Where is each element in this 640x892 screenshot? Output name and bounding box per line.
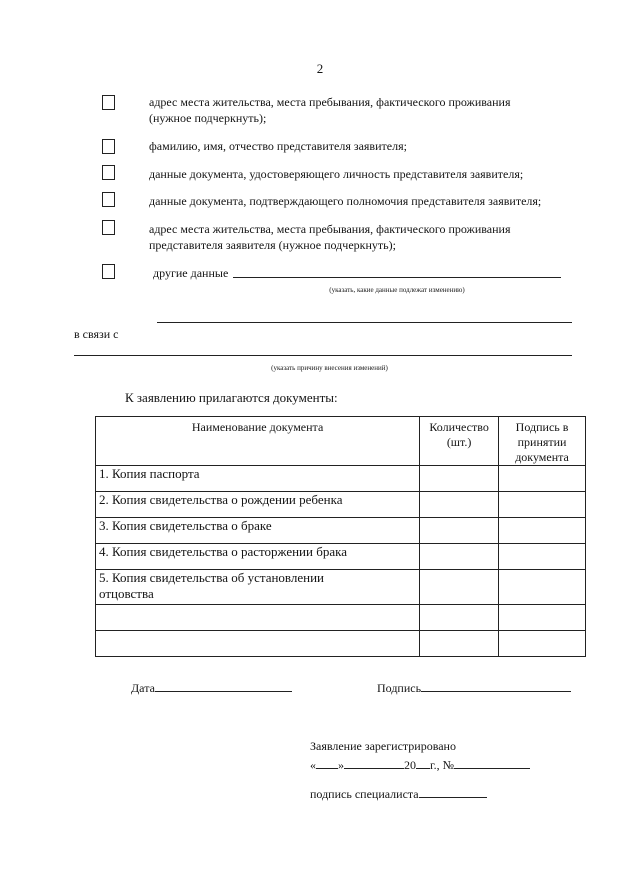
year-suffix: г., № [430,758,455,772]
attachments-intro: К заявлению прилагаются документы: [125,390,338,405]
table-row [96,605,586,631]
doc-name-cell[interactable] [96,605,420,631]
option-rep-authority-checkbox[interactable] [102,192,115,207]
option-rep-address-checkbox[interactable] [102,220,115,235]
doc-name-cell: 5. Копия свидетельства об установлении отцовства [96,570,420,605]
doc-name-cell: 4. Копия свидетельства о расторжении брака [96,544,420,570]
header-quantity: Количество (шт.) [420,417,499,466]
reg-year-field[interactable] [416,756,430,769]
qty-cell[interactable] [420,518,499,544]
option-rep-name-checkbox[interactable] [102,139,115,154]
registered-label: Заявление зарегистрировано [310,739,456,753]
header-document-name: Наименование документа [96,417,420,466]
table-row [96,466,586,492]
option-rep-name-text: фамилию, имя, отчество представителя заявителя; [149,139,407,153]
qty-cell[interactable] [420,570,499,605]
reason-label: в связи с [74,327,119,341]
reason-hint: (указать причину внесения изменений) [271,364,388,372]
table-row [96,492,586,518]
reason-field-line-2[interactable] [74,355,572,356]
signature-cell[interactable] [499,518,586,544]
option-rep-authority-text: данные документа, подтверждающего полномочия представителя заявителя; [149,194,542,208]
qty-cell[interactable] [420,544,499,570]
signature-cell[interactable] [499,466,586,492]
table-row [96,570,586,605]
signature-row [377,679,571,696]
qty-cell[interactable] [420,492,499,518]
other-data-label: другие данные [153,266,229,280]
year-prefix: 20 [404,758,416,772]
doc-name-cell: 3. Копия свидетельства о браке [96,518,420,544]
open-quote: « [310,758,316,772]
table-row [96,518,586,544]
option-rep-id-checkbox[interactable] [102,165,115,180]
signature-cell[interactable] [499,605,586,631]
date-label: Дата [131,681,155,695]
documents-table [95,416,586,657]
date-row [131,679,292,696]
specialist-row [310,785,487,802]
reason-field-line-1[interactable] [157,322,572,323]
qty-cell[interactable] [420,605,499,631]
header-signature: Подпись в принятии документа [499,417,586,466]
option-rep-address-text: адрес места жительства, места пребывания, фактического проживания представителя заявителя (нужное подчеркнуть); [149,222,511,252]
signature-label: Подпись [377,681,422,695]
table-header-row [96,417,586,466]
qty-cell[interactable] [420,466,499,492]
specialist-label: подпись специалиста [310,787,419,801]
other-data-field[interactable] [233,277,561,278]
signature-cell[interactable] [499,631,586,657]
date-field[interactable] [155,679,292,692]
reg-day-field[interactable] [316,756,338,769]
table-row [96,631,586,657]
signature-cell[interactable] [499,570,586,605]
page-number: 2 [316,61,324,76]
specialist-signature-field[interactable] [419,785,487,798]
doc-name-cell: 1. Копия паспорта [96,466,420,492]
reg-month-field[interactable] [344,756,404,769]
signature-cell[interactable] [499,544,586,570]
doc-name-cell: 2. Копия свидетельства о рождении ребенка [96,492,420,518]
doc-name-cell[interactable] [96,631,420,657]
signature-cell[interactable] [499,492,586,518]
table-row [96,544,586,570]
signature-field[interactable] [421,679,571,692]
registration-line [310,756,530,773]
option-address-text: адрес места жительства, места пребывания, фактического проживания (нужное подчеркнуть); [149,95,511,125]
close-quote: » [338,758,344,772]
reg-number-field[interactable] [454,756,530,769]
option-address-checkbox[interactable] [102,95,115,110]
option-other-checkbox[interactable] [102,264,115,279]
qty-cell[interactable] [420,631,499,657]
other-data-hint: (указать, какие данные подлежат изменению) [329,286,465,294]
option-rep-id-text: данные документа, удостоверяющего личность представителя заявителя; [149,167,524,181]
